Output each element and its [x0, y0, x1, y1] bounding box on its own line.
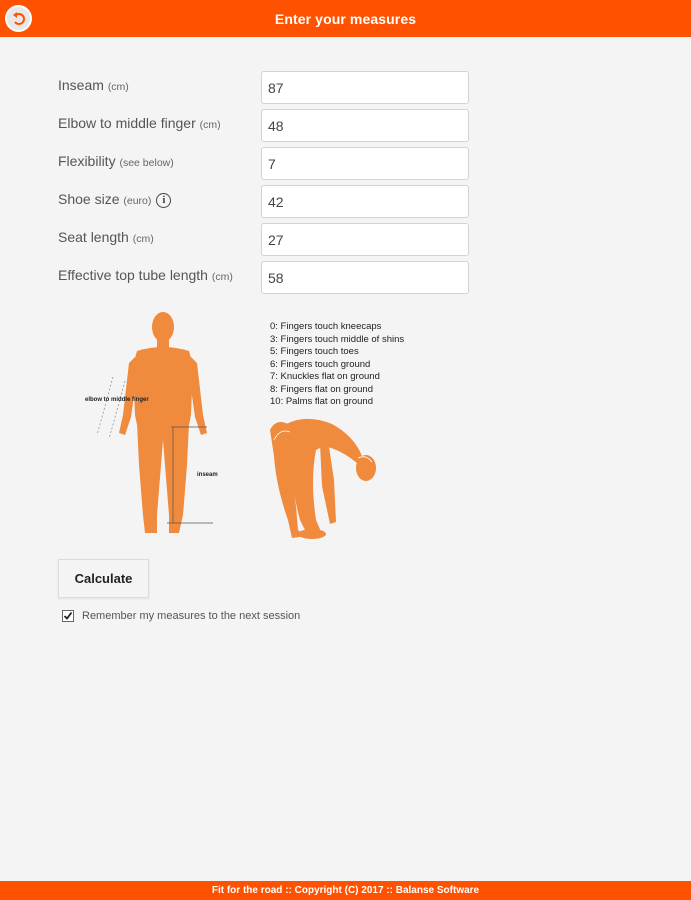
- elbow-label: Elbow to middle finger (cm): [58, 115, 221, 131]
- seat-length-input[interactable]: [261, 223, 469, 256]
- field-shoe-size: [58, 184, 478, 218]
- flexibility-label: Flexibility (see below): [58, 153, 174, 169]
- legend-item: 5: Fingers touch toes: [270, 346, 359, 357]
- back-button[interactable]: [5, 5, 32, 32]
- app-bar: [0, 0, 691, 37]
- field-elbow-to-middle-finger: [58, 108, 478, 142]
- legend-item: 10: Palms flat on ground: [270, 396, 373, 407]
- calculate-button[interactable]: Calculate: [58, 559, 149, 598]
- shoe-size-input[interactable]: [261, 185, 469, 218]
- body-measurement-illustration: [85, 305, 225, 545]
- field-top-tube-length: [58, 260, 478, 294]
- inseam-label: Inseam (cm): [58, 77, 129, 93]
- page-title: Enter your measures: [274, 10, 417, 27]
- checkmark-icon: [63, 611, 73, 621]
- seat-length-label: Seat length (cm): [58, 229, 154, 245]
- shoe-size-label: Shoe size (euro) i: [58, 191, 171, 208]
- flexibility-illustration: [262, 410, 387, 545]
- elbow-input[interactable]: [261, 109, 469, 142]
- back-arrow-icon: [11, 11, 27, 27]
- info-icon[interactable]: i: [156, 193, 171, 208]
- flexibility-input[interactable]: [261, 147, 469, 180]
- legend-item: 7: Knuckles flat on ground: [270, 371, 380, 382]
- elbow-annotation: elbow to middle finger: [85, 397, 149, 403]
- inseam-input[interactable]: [261, 71, 469, 104]
- inseam-annotation: inseam: [197, 472, 218, 478]
- remember-label: Remember my measures to the next session: [82, 610, 301, 622]
- legend-item: 8: Fingers flat on ground: [270, 383, 373, 395]
- legend-item: 3: Fingers touch middle of shins: [270, 333, 405, 345]
- remember-measures-row[interactable]: [62, 610, 300, 622]
- flexibility-legend: [270, 321, 404, 409]
- top-tube-input[interactable]: [261, 261, 469, 294]
- legend-item: 6: Fingers touch ground: [270, 358, 371, 370]
- copyright-text: Fit for the road :: Copyright (C) 2017 :: Balanse Software: [211, 885, 480, 896]
- footer-bar: [0, 881, 691, 900]
- legend-item: 0: Fingers touch kneecaps: [270, 321, 382, 332]
- field-seat-length: [58, 222, 478, 256]
- top-tube-label: Effective top tube length (cm): [58, 267, 233, 283]
- field-flexibility: [58, 146, 478, 180]
- field-inseam: [58, 70, 478, 104]
- remember-checkbox[interactable]: [62, 610, 74, 622]
